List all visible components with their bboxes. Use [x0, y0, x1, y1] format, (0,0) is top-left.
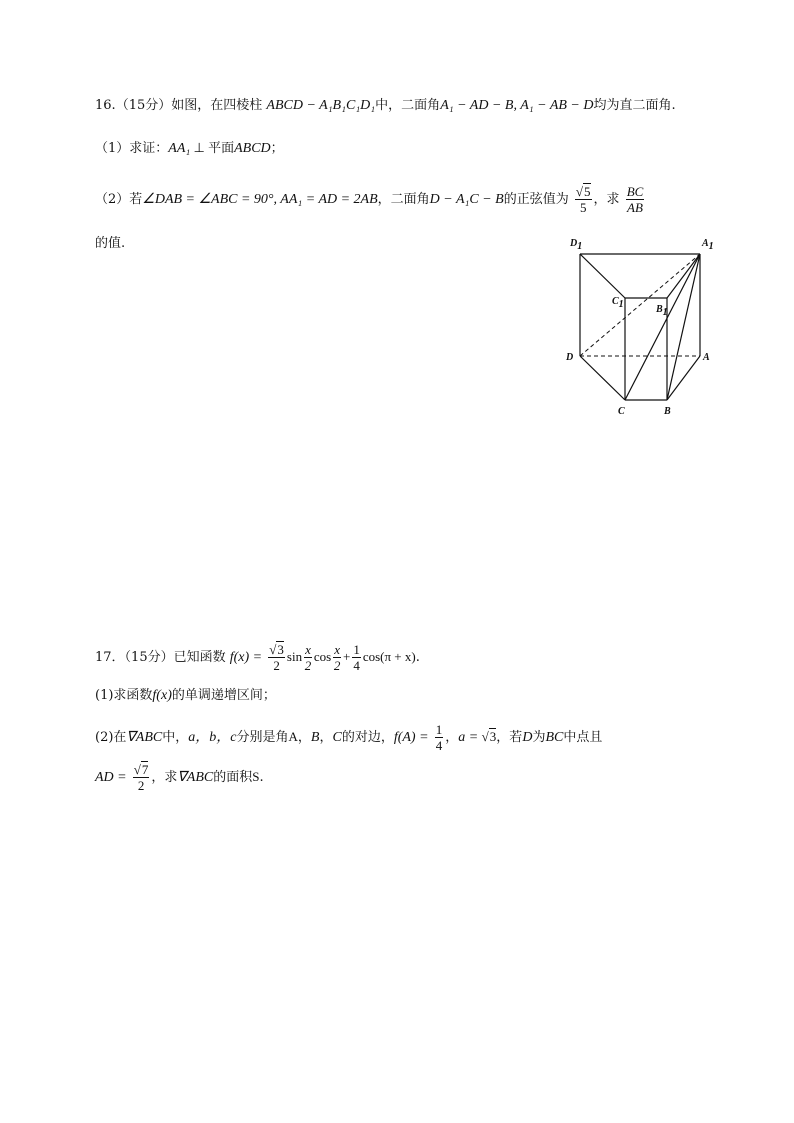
frac-bc: BC: [626, 184, 644, 199]
label-d1: D1: [570, 238, 583, 252]
comma-2: ，: [319, 730, 333, 745]
frac-ab: AB: [627, 200, 643, 215]
label-a1: A1: [702, 238, 714, 252]
q17-intro: 已知函数: [173, 650, 226, 665]
q17-p2-b: 中，: [162, 730, 189, 745]
one-over-4-b: [435, 722, 444, 753]
x-num-b: x: [334, 642, 340, 657]
triangle-abc: ∇ABC: [126, 730, 163, 745]
sin-text: sin: [286, 649, 303, 664]
area-s: S: [252, 769, 260, 784]
q17-p1-f: f(x): [152, 688, 172, 703]
q16-p2-label: （2）若: [95, 192, 143, 207]
q16-angles: A₁ − AD − B, A₁ − AB − D: [440, 98, 594, 113]
f-of-a: f(A) =: [393, 730, 429, 745]
x-den-b: 2: [333, 658, 341, 673]
q16-part1: [95, 138, 284, 159]
sqrt7-over-2: $\frac{√7}{2}$: [133, 762, 149, 793]
label-b1: B1: [656, 304, 668, 318]
prism-figure: [560, 232, 730, 420]
q16-p2-dihedral: D − A₁C − B: [429, 192, 504, 207]
q17-fx: f(x) =: [229, 650, 263, 665]
sqrt5-radicand: 5: [584, 184, 591, 199]
q16-mid: 中，二面角: [375, 98, 441, 113]
one-num-b: 1: [435, 722, 443, 737]
q16-p2-condition: ∠DAB = ∠ABC = 90°, AA₁ = AD = 2AB: [142, 192, 378, 207]
sqrt7-radicand: 7: [141, 762, 149, 777]
q16-prism: ABCD − A₁B₁C₁D₁: [266, 98, 376, 113]
q17-score: （15分）: [124, 650, 174, 665]
triangle-abc-b: ∇ABC: [177, 770, 214, 785]
four-den-b: 4: [435, 738, 443, 753]
one-num: 1: [353, 642, 360, 657]
q17-part2: (2)在∇ABC中，a，b，c分别是角A，B，C的对边，f(A) = $\frac{1}{4}$ ，a = √3，若D为BC中点且: [95, 722, 603, 753]
ad-equals: AD =: [95, 770, 127, 785]
q17-p2-h: ，求: [151, 770, 178, 785]
q17-end: .: [259, 770, 264, 785]
q16-intro: 如图，在四棱柱: [171, 98, 263, 113]
q17-p1: (1)求函数: [95, 688, 153, 703]
q17-part2-cont: [95, 760, 264, 795]
q17-p2-e: ，若: [496, 730, 523, 745]
x-den: 2: [304, 658, 312, 673]
point-d: D: [522, 730, 533, 745]
fraction-denominator: 5: [579, 200, 587, 215]
q16-part2: [95, 184, 646, 216]
sqrt3-b: 3: [489, 729, 497, 744]
a-equals: a =: [458, 730, 482, 745]
den-two-b: 2: [137, 778, 145, 793]
q16-score: （15分）: [115, 98, 172, 113]
q16-p2-text: 的正弦值为: [503, 192, 569, 207]
den-two: 2: [273, 658, 280, 673]
q17-p2-i: 的面积: [213, 770, 253, 785]
q16-p2-ask: ，求: [593, 192, 620, 207]
q16-end: 均为直二面角.: [593, 98, 676, 113]
four-den: 4: [353, 658, 360, 673]
q17-part1: [95, 686, 276, 706]
cos-text: cos: [313, 649, 332, 664]
cos-pi-x: cos(π + x): [362, 649, 416, 664]
comma-3: ，: [445, 730, 459, 745]
q17-p2-a: (2)在: [95, 730, 127, 745]
x-over-2-a: [304, 642, 312, 673]
label-a: A: [703, 352, 710, 363]
plus: +: [342, 649, 351, 664]
segment-bc: BC: [545, 730, 564, 745]
x-over-2-b: [333, 642, 341, 673]
q17-number: 17．: [95, 650, 125, 665]
perp-symbol: ⊥: [190, 140, 209, 155]
q17-dot: .: [415, 650, 420, 665]
one-over-4: [352, 642, 361, 673]
label-c1: C1: [612, 296, 624, 310]
q17-p1-rest: 的单调递增区间；: [171, 688, 276, 703]
q16-p1-end: ；: [270, 141, 284, 156]
comma-1: ，: [297, 730, 311, 745]
q17-stem: [95, 640, 420, 675]
sides-abc: a，b，c: [188, 730, 237, 745]
q16-part2-end: 的值.: [95, 236, 126, 251]
angle-b: B: [310, 730, 320, 745]
sqrt3-over-2: $\frac{√3}{2}$: [269, 642, 284, 673]
sqrt3-radicand: 3: [277, 642, 284, 657]
x-num: x: [305, 642, 311, 657]
label-c: C: [618, 406, 625, 417]
label-d: D: [566, 352, 574, 363]
q16-p2-mid: ，二面角: [377, 192, 430, 207]
sqrt5-over-5: $\frac{√5}{5}$: [575, 184, 591, 215]
angle-a: A: [288, 729, 298, 744]
q16-stem: [95, 96, 676, 116]
label-b: B: [664, 406, 671, 417]
q17-p2-f: 为: [532, 730, 546, 745]
q17-p2-c: 分别是角: [236, 730, 289, 745]
q16-p1-seg: AA₁: [168, 141, 191, 156]
q16-p1-label: （1）求证：: [95, 141, 169, 156]
q17-p2-d: 的对边，: [341, 730, 394, 745]
bc-over-ab: [626, 184, 645, 215]
q17-p2-g: 中点且: [563, 730, 603, 745]
q16-number: 16.: [95, 98, 116, 113]
q16-p1-rest: 平面: [208, 141, 235, 156]
angle-c: C: [332, 730, 342, 745]
q16-p1-plane: ABCD: [234, 141, 271, 156]
